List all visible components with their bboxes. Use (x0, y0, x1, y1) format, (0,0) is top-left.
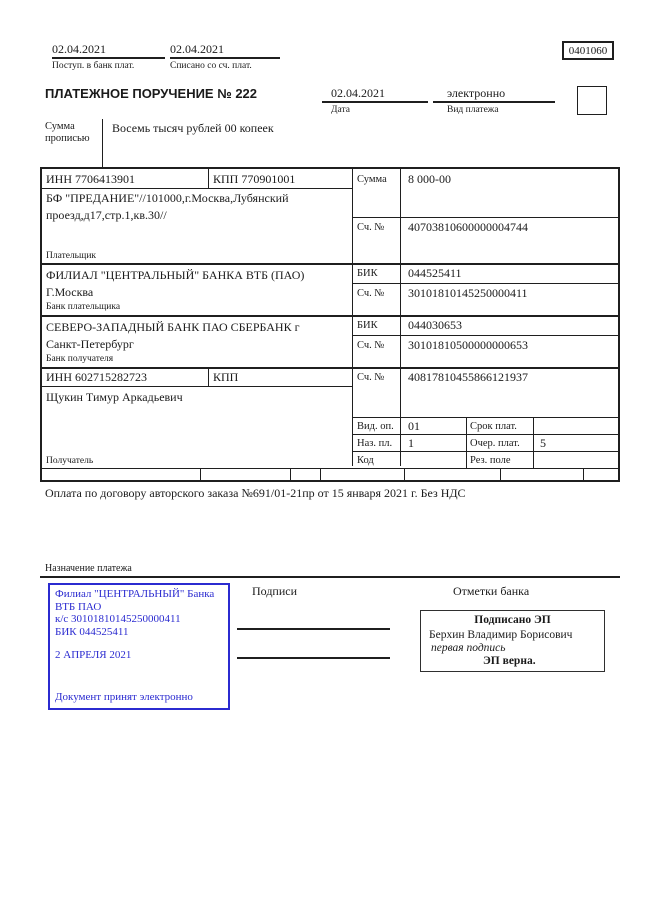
payment-purpose-text: Оплата по договору авторского заказа №691/01-21пр от 15 января 2021 г. Без НДС (45, 486, 466, 500)
amount-words-value: Восемь тысяч рублей 00 копеек (112, 121, 274, 135)
stamp-corr-account: к/с 30101810145250000411 (55, 613, 181, 625)
payer-bank-section-line (42, 315, 618, 317)
date-label: Дата (331, 105, 350, 115)
tax-cell-line-6 (583, 468, 584, 480)
tax-cell-line-4 (404, 468, 405, 480)
signatures-heading: Подписи (252, 584, 298, 598)
ep-signature-role: первая подпись (431, 642, 506, 654)
payee-bank-name-line1: СЕВЕРО-ЗАПАДНЫЙ БАНК ПАО СБЕРБАНК г (46, 320, 300, 334)
tax-row-top-line (42, 468, 618, 469)
received-date-underline (52, 57, 165, 59)
vid-op-top-line (352, 417, 618, 418)
sum-label: Сумма (357, 174, 387, 185)
bank-marks-heading: Отметки банка (453, 584, 530, 598)
signature-line-2 (237, 657, 390, 659)
payee-inn-row-line (42, 386, 352, 387)
tax-cell-line-1 (200, 468, 201, 480)
purpose-section-line (40, 576, 620, 578)
payer-section-label: Плательщик (46, 251, 97, 261)
stamp-bank-name-line1: Филиал "ЦЕНТРАЛЬНЫЙ" Банка (55, 588, 215, 600)
payee-bank-section-line (42, 367, 618, 369)
received-in-bank-date: 02.04.2021 (52, 42, 106, 56)
payment-kind-value: электронно (447, 86, 506, 100)
inn-kpp-divider-payee (208, 367, 209, 386)
payer-bank-name-line2: Г.Москва (46, 285, 94, 299)
payee-bank-bik-value: 044030653 (408, 318, 462, 332)
debited-date-underline (170, 57, 280, 59)
payee-bank-bik-label: БИК (357, 320, 378, 331)
payment-kind-label: Вид платежа (447, 105, 499, 115)
electronic-signature-box (420, 610, 605, 672)
payee-bank-account-label: Сч. № (357, 340, 385, 351)
payee-bank-name-line2: Санкт-Петербург (46, 337, 134, 351)
label-column-left-line (352, 169, 353, 466)
signature-line-1 (237, 628, 390, 630)
srok-right-line (533, 417, 534, 468)
tax-cell-line-3 (320, 468, 321, 480)
payee-account-value: 40817810455866121937 (408, 370, 528, 384)
naz-pl-top-line (352, 434, 618, 435)
ep-signed-title: Подписано ЭП (474, 614, 551, 626)
bank-stamp (48, 583, 230, 710)
label-column-right-line (400, 169, 401, 466)
stamp-bank-name-line2: ВТБ ПАО (55, 601, 102, 613)
payer-bank-section-label: Банк плательщика (46, 302, 121, 312)
payment-kind-underline (433, 101, 555, 103)
payer-inn-row-line (42, 188, 352, 189)
vid-op-label: Вид. оп. (357, 421, 394, 432)
debited-label: Списано со сч. плат. (170, 61, 252, 71)
ocher-plat-label: Очер. плат. (470, 438, 520, 449)
stamp-bik: БИК 044525411 (55, 626, 129, 638)
payee-bank-account-value: 30101810500000000653 (408, 338, 528, 352)
amount-words-label: Сумма прописью (45, 121, 90, 144)
ocher-plat-value: 5 (540, 436, 546, 450)
ep-signer-name: Берхин Владимир Борисович (429, 629, 573, 641)
rez-pole-label: Рез. поле (470, 455, 511, 466)
document-date: 02.04.2021 (331, 86, 385, 100)
date-underline (322, 101, 428, 103)
kod-label: Код (357, 455, 374, 466)
priority-checkbox (577, 86, 607, 115)
payer-bank-account-label: Сч. № (357, 288, 385, 299)
payment-details-table (40, 167, 620, 482)
payee-name: Щукин Тимур Аркадьевич (46, 390, 183, 404)
kod-top-line (352, 451, 618, 452)
document-title: ПЛАТЕЖНОЕ ПОРУЧЕНИЕ № 222 (45, 86, 258, 101)
payer-kpp: КПП 770901001 (213, 172, 296, 186)
payer-bank-name-line1: ФИЛИАЛ "ЦЕНТРАЛЬНЫЙ" БАНКА ВТБ (ПАО) (46, 268, 305, 282)
sum-value: 8 000-00 (408, 172, 451, 186)
stamp-date: 2 АПРЕЛЯ 2021 (55, 649, 132, 661)
sum-account-divider (352, 217, 618, 218)
payment-purpose-label: Назначение платежа (45, 563, 132, 574)
payee-kpp: КПП (213, 370, 239, 384)
payee-account-label: Сч. № (357, 372, 385, 383)
payer-inn: ИНН 7706413901 (46, 172, 135, 186)
payee-inn: ИНН 602715282723 (46, 370, 147, 384)
payee-section-label: Получатель (46, 456, 94, 466)
naz-pl-label: Наз. пл. (357, 438, 393, 449)
debited-date: 02.04.2021 (170, 42, 224, 56)
payee-bank-section-label: Банк получателя (46, 354, 114, 364)
payer-name-line2: проезд,д17,стр.1,кв.30// (46, 208, 167, 222)
payer-bank-bik-label: БИК (357, 268, 378, 279)
received-in-bank-label: Поступ. в банк плат. (52, 61, 135, 71)
ep-verified-text: ЭП верна. (483, 655, 536, 667)
naz-pl-value: 1 (408, 436, 414, 450)
amount-words-divider (102, 119, 103, 167)
tax-cell-line-2 (290, 468, 291, 480)
srok-left-line (466, 417, 467, 468)
form-code-box: 0401060 (562, 41, 614, 60)
payer-section-line (42, 263, 618, 265)
tax-cell-line-5 (500, 468, 501, 480)
payer-bank-bik-value: 044525411 (408, 266, 462, 280)
stamp-note: Документ принят электронно (55, 691, 193, 703)
inn-kpp-divider-payer (208, 169, 209, 188)
vid-op-value: 01 (408, 419, 420, 433)
payer-bank-bik-line (352, 283, 618, 284)
payee-bank-bik-line (352, 335, 618, 336)
payer-account-label: Сч. № (357, 222, 385, 233)
payer-account-value: 40703810600000004744 (408, 220, 528, 234)
srok-plat-label: Срок плат. (470, 421, 517, 432)
payer-name-line1: БФ "ПРЕДАНИЕ"//101000,г.Москва,Лубянский (46, 191, 289, 205)
payer-bank-account-value: 30101810145250000411 (408, 286, 528, 300)
